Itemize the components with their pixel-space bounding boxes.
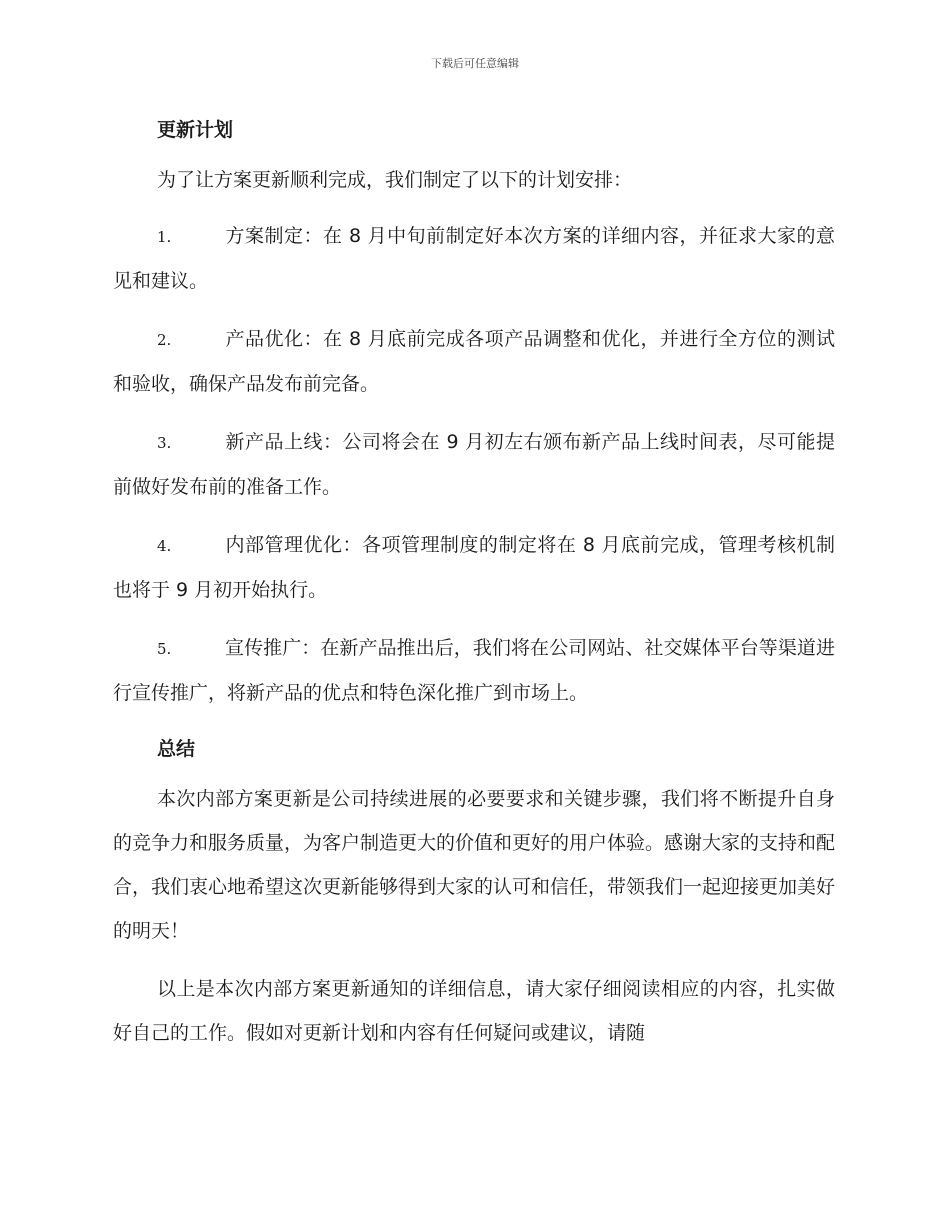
list-item [113,214,835,303]
section-heading-plan: 更新计划 [157,119,234,141]
list-item [113,420,835,509]
list-item-text: 产品优化：在 8 月底前完成各项产品调整和优化，并进行全方位的测试和验收，确保产品发布前完备。 [113,328,835,395]
list-item-number: 5. [157,640,172,658]
plan-intro-paragraph: 为了让方案更新顺利完成，我们制定了以下的计划安排： [157,169,633,191]
section-heading-summary: 总结 [157,738,196,760]
list-item [113,317,835,406]
list-item [113,626,835,715]
list-item [113,523,835,612]
list-item-number: 1. [157,228,172,246]
list-item-text: 新产品上线：公司将会在 9 月初左右颁布新产品上线时间表，尽可能提前做好发布前的准备工作。 [113,431,835,498]
document-body [113,108,835,1069]
closing-paragraph: 以上是本次内部方案更新通知的详细信息，请大家仔细阅读相应的内容，扎实做好自己的工作。假如对更新计划和内容有任何疑问或建议，请随 [113,978,835,1044]
list-item-number: 3. [157,434,172,452]
summary-paragraph: 本次内部方案更新是公司持续进展的必要要求和关键步骤，我们将不断提升自身的竞争力和服务质量，为客户制造更大的价值和更好的用户体验。感谢大家的支持和配合，我们衷心地希望这次更新能够得到大家的认可和信任，带领我们一起迎接更加美好的明天！ [113,788,836,942]
list-item-text: 宣传推广：在新产品推出后，我们将在公司网站、社交媒体平台等渠道进行宣传推广，将新产品的优点和特色深化推广到市场上。 [113,637,835,704]
list-item-number: 4. [157,537,172,555]
list-item-text: 内部管理优化：各项管理制度的制定将在 8 月底前完成，管理考核机制也将于 9 月初开始执行。 [113,534,835,601]
list-item-number: 2. [157,331,172,349]
header-note: 下载后可任意编辑 [431,57,519,70]
list-item-text: 方案制定：在 8 月中旬前制定好本次方案的详细内容，并征求大家的意见和建议。 [113,225,835,292]
